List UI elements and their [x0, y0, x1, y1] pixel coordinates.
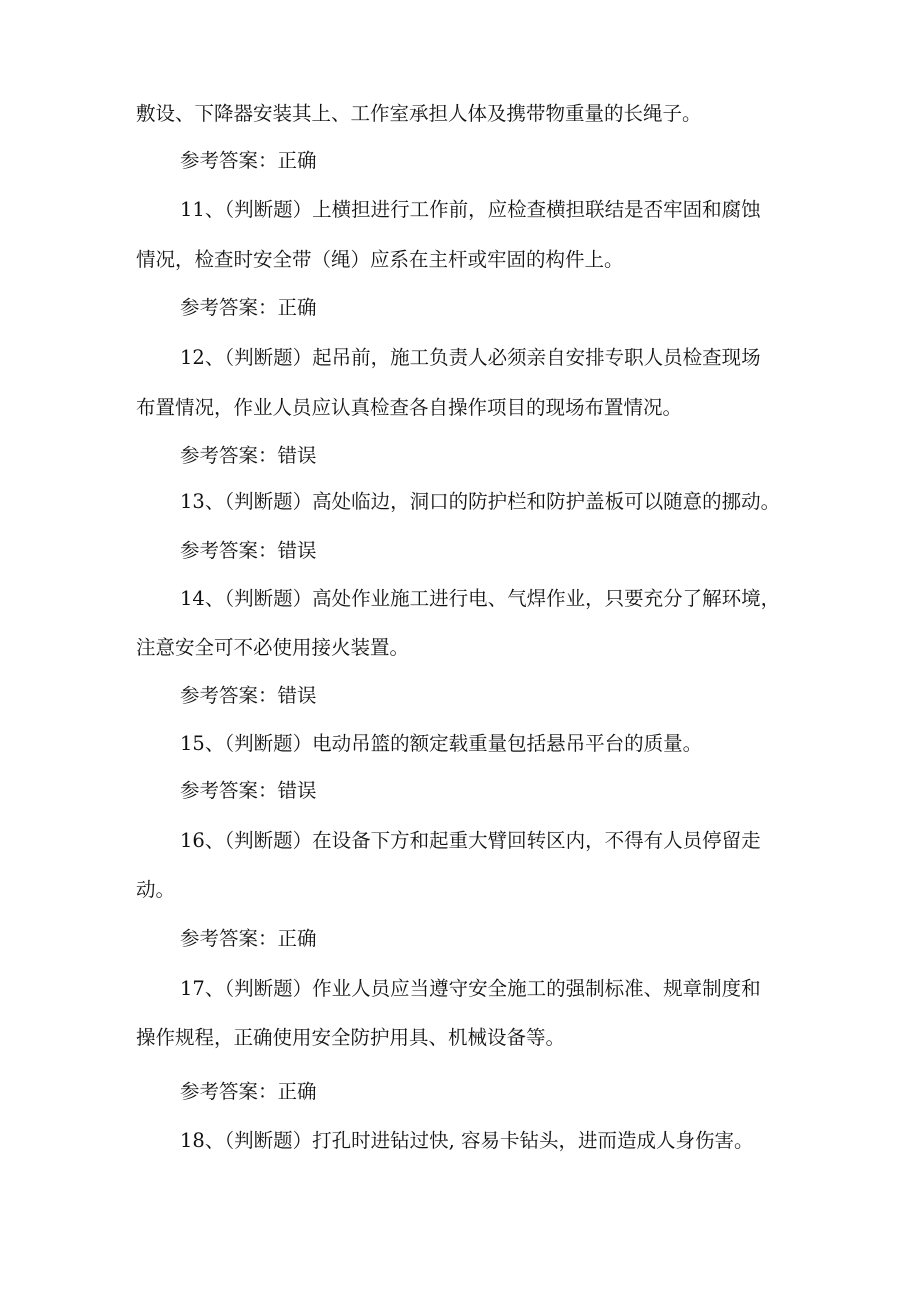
- question-10-text-continued: 敷设、下降器安装其上、工作室承担人体及携带物重量的长绳子。: [136, 102, 702, 125]
- question-11-answer: 参考答案：正确: [180, 296, 317, 319]
- question-16-answer: 参考答案：正确: [180, 927, 317, 950]
- question-13-answer: 参考答案：错误: [180, 539, 317, 562]
- question-17-text: 17、（判断题）作业人员应当遵守安全施工的强制标准、规章制度和: [180, 977, 761, 1000]
- question-14-answer: 参考答案：错误: [180, 684, 317, 707]
- question-14-text-continued: 注意安全可不必使用接火装置。: [136, 636, 410, 659]
- question-12-text-continued: 布置情况，作业人员应认真检查各自操作项目的现场布置情况。: [136, 396, 683, 419]
- question-18-text: 18、（判断题）打孔时进钻过快, 容易卡钻头，进而造成人身伤害。: [180, 1129, 754, 1152]
- question-11-text: 11、（判断题）上横担进行工作前，应检查横担联结是否牢固和腐蚀: [180, 198, 761, 221]
- question-10-answer: 参考答案：正确: [180, 149, 317, 172]
- question-17-answer: 参考答案：正确: [180, 1080, 317, 1103]
- question-15-text: 15、（判断题）电动吊篮的额定载重量包括悬吊平台的质量。: [180, 732, 703, 755]
- question-16-text-continued: 动。: [136, 878, 176, 901]
- question-14-text: 14、（判断题）高处作业施工进行电、气焊作业，只要充分了解环境，: [180, 587, 781, 610]
- question-12-answer: 参考答案：错误: [180, 444, 317, 467]
- question-13-text: 13、（判断题）高处临边，洞口的防护栏和防护盖板可以随意的挪动。: [180, 490, 781, 513]
- question-16-text: 16、（判断题）在设备下方和起重大臂回转区内，不得有人员停留走: [180, 829, 761, 852]
- question-11-text-continued: 情况，检查时安全带（绳）应系在主杆或牢固的构件上。: [136, 248, 624, 271]
- question-12-text: 12、（判断题）起吊前，施工负责人必须亲自安排专职人员检查现场: [180, 346, 761, 369]
- question-15-answer: 参考答案：错误: [180, 779, 317, 802]
- question-17-text-continued: 操作规程，正确使用安全防护用具、机械设备等。: [136, 1026, 566, 1049]
